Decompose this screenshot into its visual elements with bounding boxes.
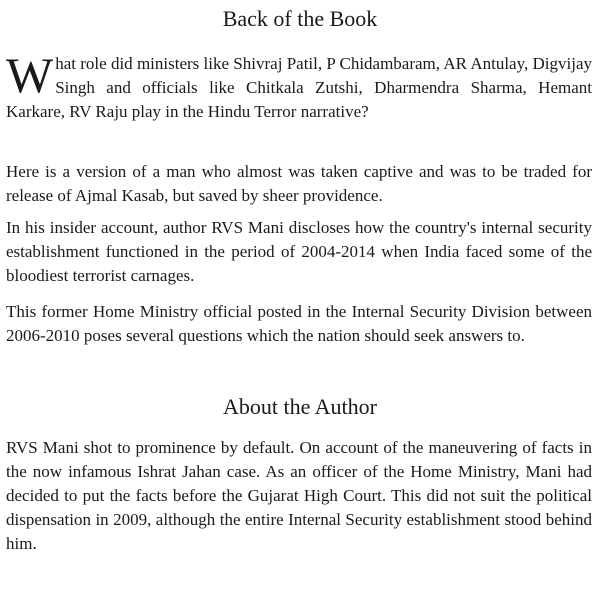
paragraph-captive-version: Here is a version of a man who almost was taken captive and was to be traded for release of Ajmal Kasab, but saved by sheer providence.	[6, 162, 592, 205]
paragraph-insider-account: In his insider account, author RVS Mani discloses how the country's internal security establishment functioned in the period of 2004-2014 when India faced some of the bloodiest terrorist carnages.	[6, 218, 592, 285]
about-author-text: RVS Mani shot to prominence by default. On account of the maneuvering of facts in the now infamous Ishrat Jahan case. As an officer of the Home Ministry, Mani had decided to put the facts before the Gujarat High Court. This did not suit the political dispensation in 2009, although the entire Internal Security establishment stood behind him.	[6, 438, 592, 553]
paragraph-ministers-question-text: hat role did ministers like Shivraj Patil, P Chidambaram, AR Antulay, Digvijay Singh and officials like Chitkala Zutshi, Dharmendra Sharma, Hemant Karkare, RV Raju play in the Hindu Terror narrative?	[6, 54, 592, 121]
paragraph-ministers-question	[6, 47, 592, 124]
about-author-heading: About the Author	[223, 394, 377, 419]
back-of-book-heading: Back of the Book	[222, 6, 378, 31]
drop-cap-letter: W	[6, 47, 54, 103]
paragraph-former-official: This former Home Ministry official posted in the Internal Security Division between 2006-2010 poses several questions which the nation should seek answers to.	[6, 302, 592, 345]
